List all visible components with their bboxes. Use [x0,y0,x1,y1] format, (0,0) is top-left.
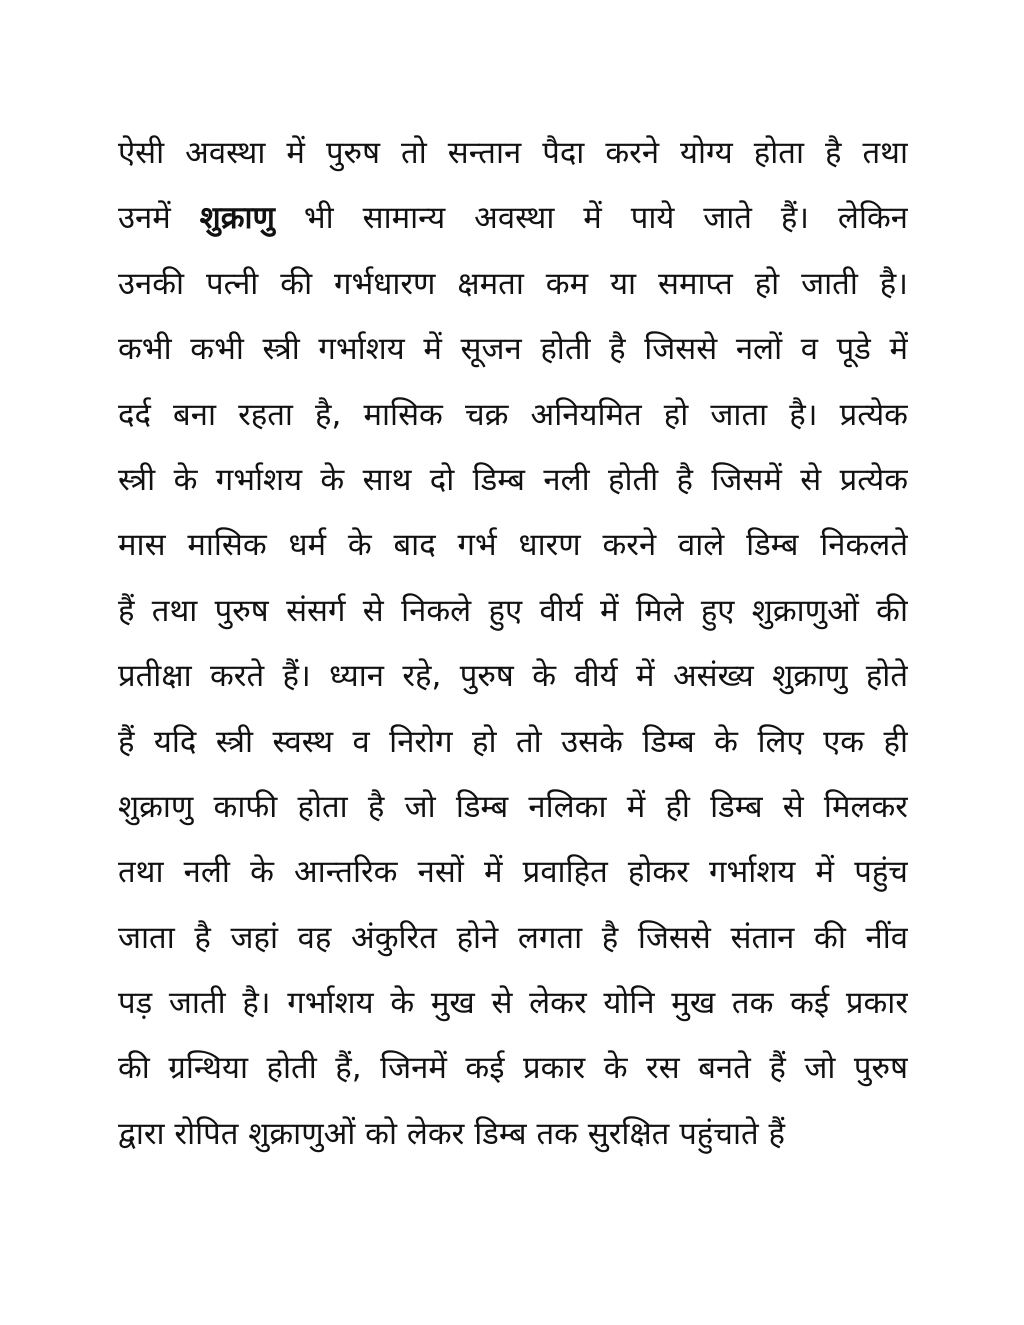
text-line: तथा नली के आन्तरिक नसों में प्रवाहित होकर गर्भाशय में पहुंच [118,854,908,891]
text-line: ऐसी अवस्था में पुरुष तो सन्तान पैदा करने योग्य होता है तथा [118,135,908,171]
text-line: उनकी पत्नी की गर्भधारण क्षमता कम या समाप्त हो जाती है। [118,265,908,302]
text-line: शुक्राणु काफी होता है जो डिम्ब नलिका में ही डिम्ब से मिलकर [118,788,908,825]
text-line: की ग्रन्थिया होती हैं, जिनमें कई प्रकार के रस बनते हैं जो पुरुष [118,1050,908,1087]
text-segment: उनमें [118,200,171,237]
text-line: हैं यदि स्त्री स्वस्थ व निरोग हो तो उसके डिम्ब के लिए एक ही [118,723,908,760]
text-line: पड़ जाती है। गर्भाशय के मुख से लेकर योनि मुख तक कई प्रकार [118,985,908,1022]
text-line: जाता है जहां वह अंकुरित होने लगता है जिससे संतान की नींव [118,919,908,956]
text-line: प्रतीक्षा करते हैं। ध्यान रहे, पुरुष के वीर्य में असंख्य शुक्राणु होते [118,658,908,695]
text-line [118,189,908,254]
text-line: द्वारा रोपित शुक्राणुओं को लेकर डिम्ब तक सुरक्षित पहुंचाते हैं [118,1115,785,1152]
text-line: कभी कभी स्त्री गर्भाशय में सूजन होती है जिससे नलों व पूडे में [118,331,908,368]
bold-term: शुक्राणु [199,200,275,237]
text-line: मास मासिक धर्म के बाद गर्भ धारण करने वाले डिम्ब निकलते [118,527,908,564]
text-line: स्त्री के गर्भाशय के साथ दो डिम्ब नली होती है जिसमें से प्रत्येक [118,461,908,498]
body-text [118,124,908,1170]
text-segment: भी सामान्य अवस्था में पाये जाते हैं। लेकिन [303,200,908,237]
text-line: दर्द बना रहता है, मासिक चक्र अनियमित हो जाता है। प्रत्येक [118,396,908,433]
text-line: हैं तथा पुरुष संसर्ग से निकले हुए वीर्य में मिले हुए शुक्राणुओं की [118,592,908,629]
